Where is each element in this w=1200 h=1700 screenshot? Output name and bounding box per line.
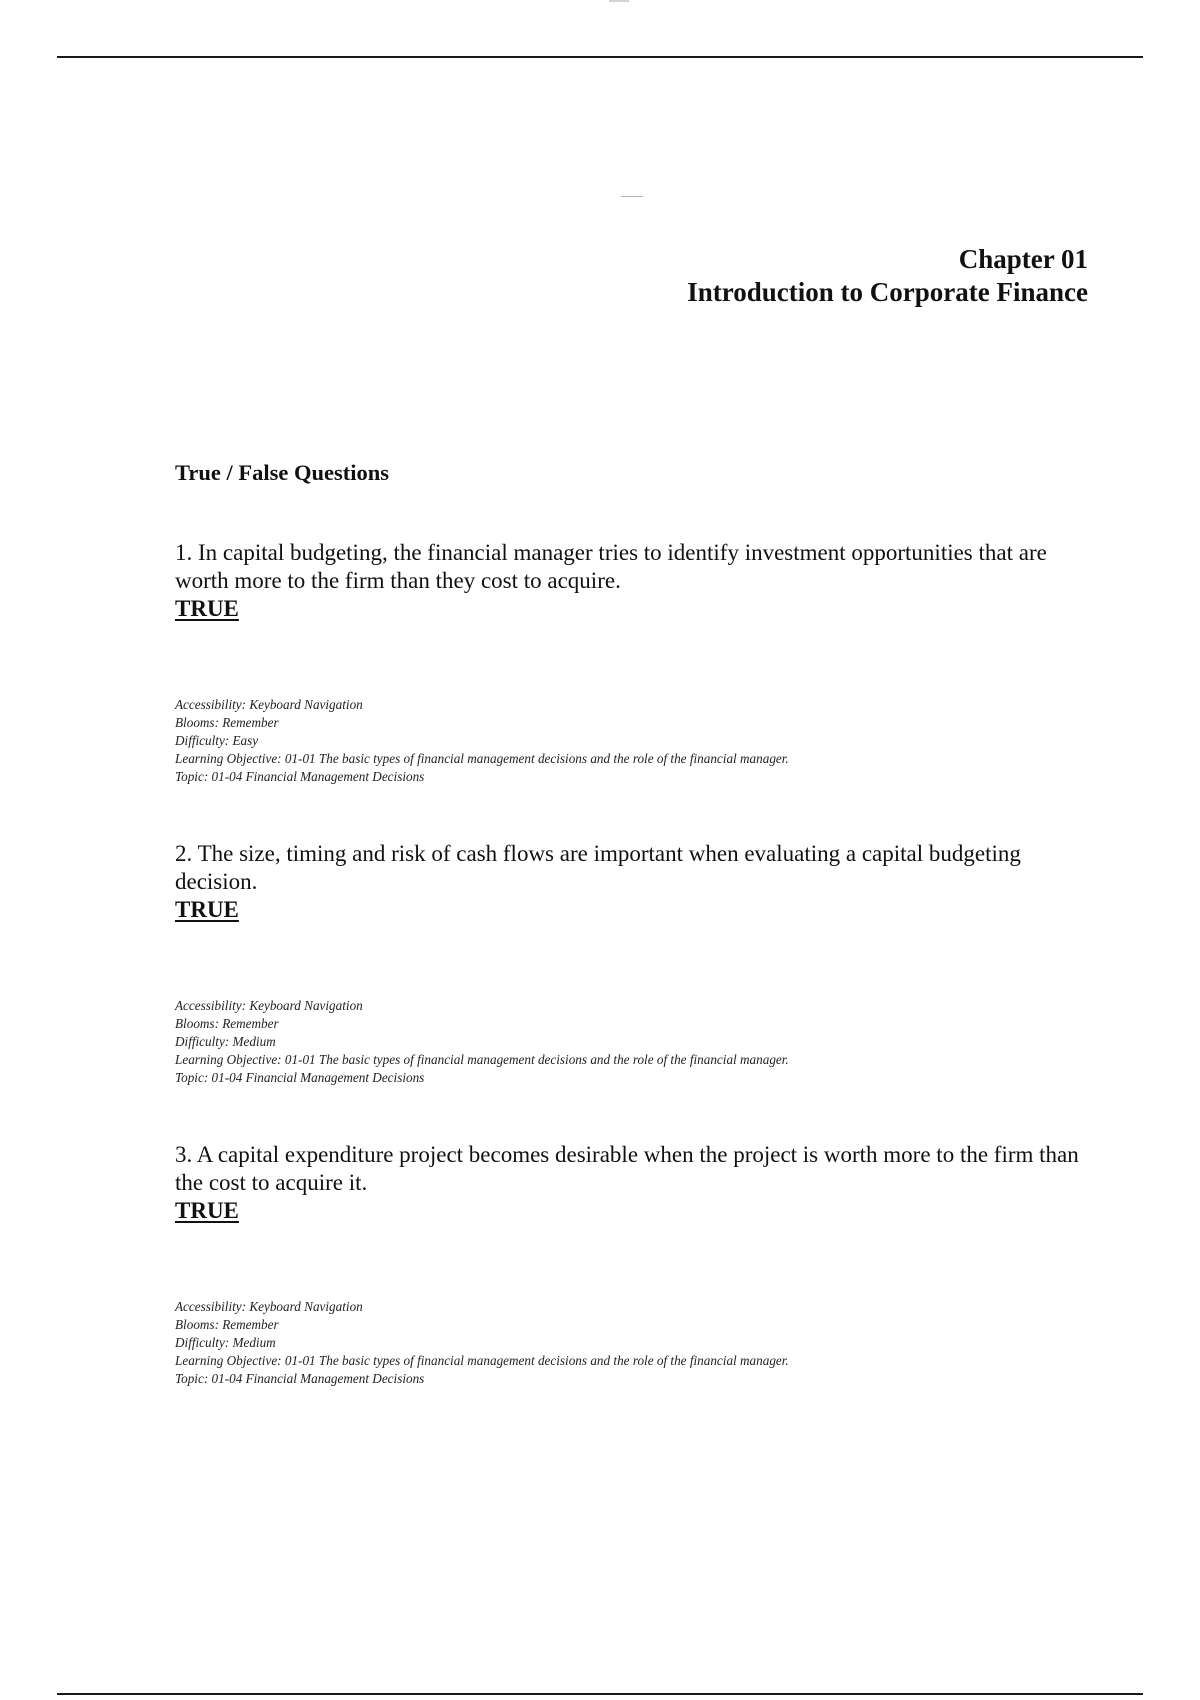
question-3-metadata — [175, 1298, 1125, 1388]
meta-difficulty: Difficulty: Medium — [175, 1335, 276, 1350]
top-page-mark — [609, 0, 629, 2]
question-2 — [175, 840, 1105, 924]
question-3 — [175, 1141, 1105, 1225]
answer-label: TRUE — [175, 1198, 239, 1223]
meta-topic: Topic: 01-04 Financial Management Decisions — [175, 1371, 425, 1386]
meta-learning-objective: Learning Objective: 01-01 The basic types of financial management decisions and the role of the financial manager. — [175, 751, 789, 766]
question-2-metadata — [175, 997, 1125, 1087]
answer-label: TRUE — [175, 897, 239, 922]
meta-accessibility: Accessibility: Keyboard Navigation — [175, 998, 363, 1013]
question-1 — [175, 539, 1105, 623]
meta-accessibility: Accessibility: Keyboard Navigation — [175, 1299, 363, 1314]
meta-difficulty: Difficulty: Easy — [175, 733, 259, 748]
question-1-metadata — [175, 696, 1125, 786]
chapter-title: Introduction to Corporate Finance — [687, 277, 1088, 307]
meta-learning-objective: Learning Objective: 01-01 The basic types of financial management decisions and the role of the financial manager. — [175, 1353, 789, 1368]
meta-topic: Topic: 01-04 Financial Management Decisions — [175, 769, 425, 784]
meta-learning-objective: Learning Objective: 01-01 The basic types of financial management decisions and the role of the financial manager. — [175, 1052, 789, 1067]
meta-accessibility: Accessibility: Keyboard Navigation — [175, 697, 363, 712]
center-dash-mark — [621, 196, 643, 197]
bottom-rule — [57, 1693, 1143, 1695]
meta-topic: Topic: 01-04 Financial Management Decisions — [175, 1070, 425, 1085]
question-text: 3. A capital expenditure project becomes desirable when the project is worth more to the firm than the cost to acquire it. — [175, 1142, 1079, 1195]
answer-label: TRUE — [175, 596, 239, 621]
section-title: True / False Questions — [175, 460, 389, 485]
meta-blooms: Blooms: Remember — [175, 1317, 279, 1332]
top-rule — [57, 56, 1143, 58]
meta-difficulty: Difficulty: Medium — [175, 1034, 276, 1049]
question-text: 2. The size, timing and risk of cash flows are important when evaluating a capital budgeting decision. — [175, 841, 1021, 894]
chapter-heading — [687, 243, 1088, 309]
question-text: 1. In capital budgeting, the financial manager tries to identify investment opportunities that are worth more to the firm than they cost to acquire. — [175, 540, 1047, 593]
meta-blooms: Blooms: Remember — [175, 715, 279, 730]
chapter-number: Chapter 01 — [958, 244, 1088, 274]
meta-blooms: Blooms: Remember — [175, 1016, 279, 1031]
